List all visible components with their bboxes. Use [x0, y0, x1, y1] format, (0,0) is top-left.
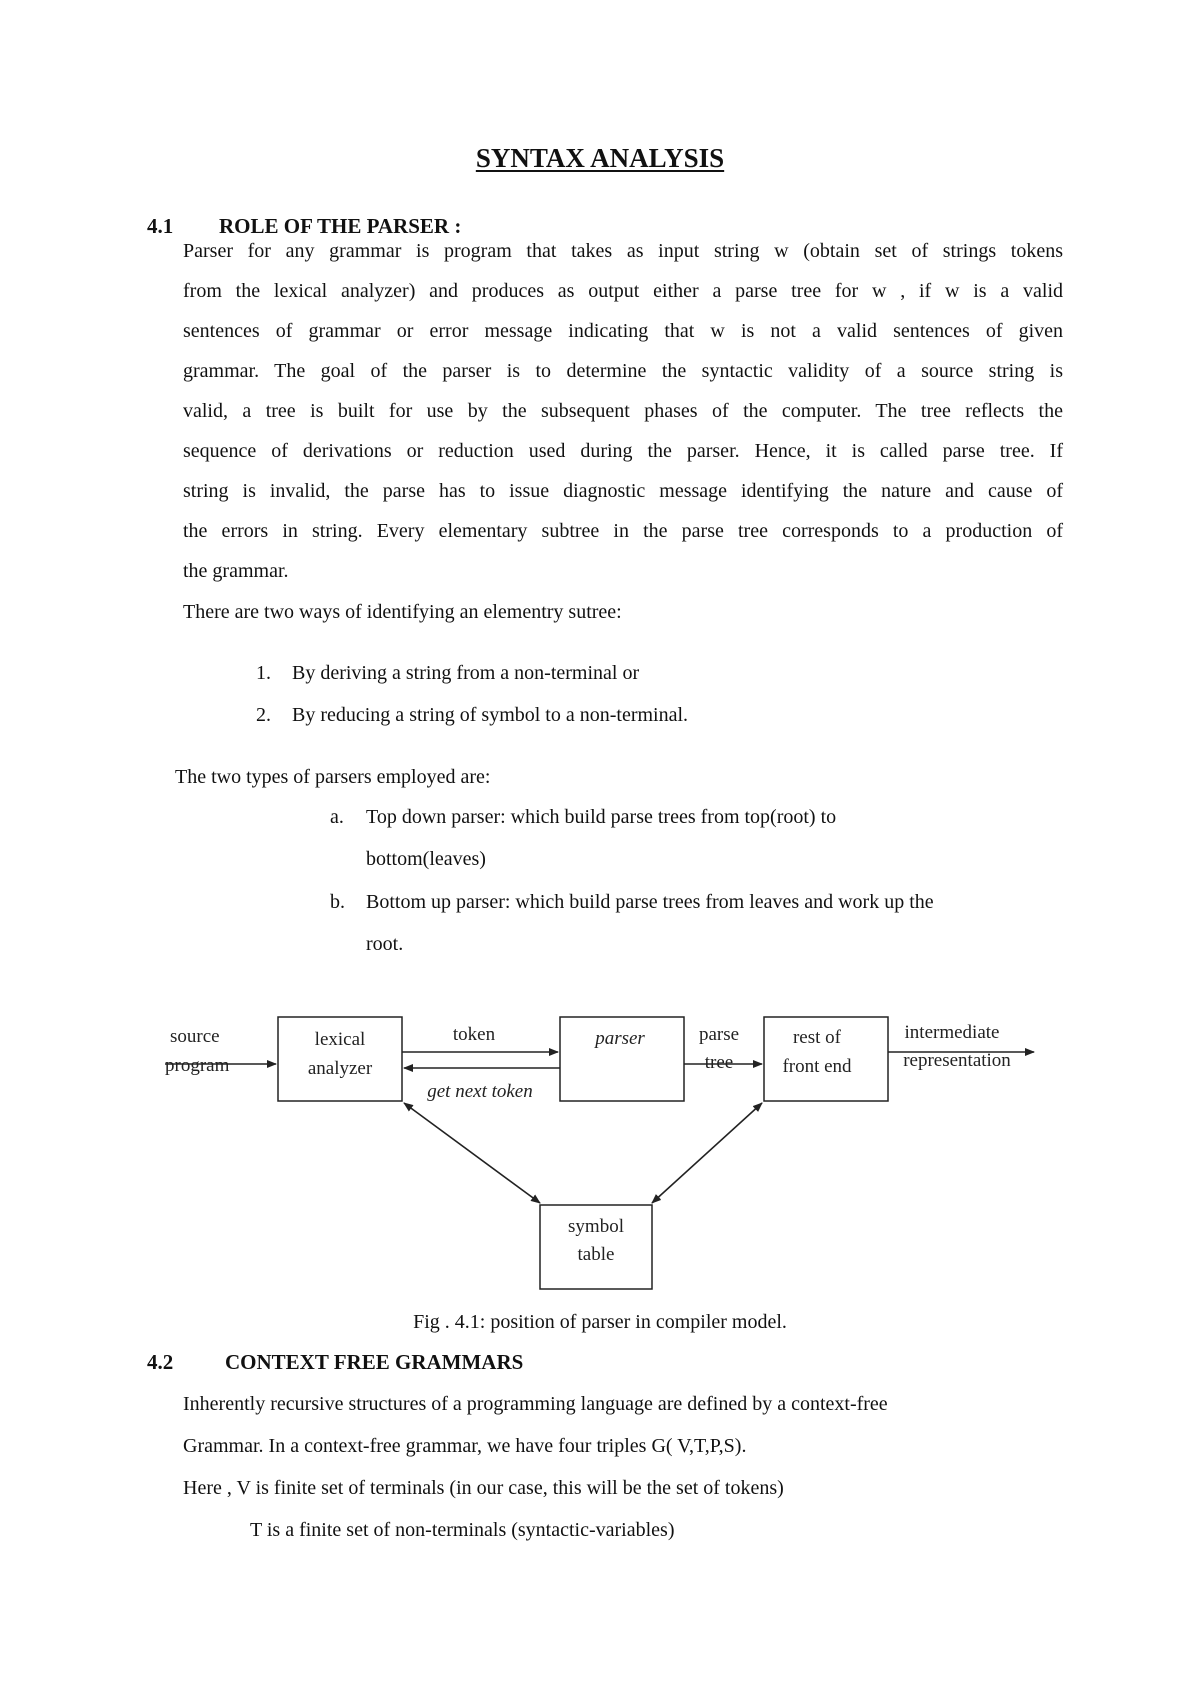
paragraph-line: grammar. The goal of the parser is to determine the syntactic validity of a source string is — [183, 360, 1063, 382]
list-item-continued: root. — [366, 933, 404, 955]
token-label: token — [452, 1024, 496, 1045]
section-title: ROLE OF THE PARSER : — [219, 214, 462, 238]
paragraph-line: the grammar. — [183, 560, 289, 582]
section-heading-4-2 — [147, 1350, 747, 1378]
tree-label: tree — [704, 1052, 734, 1073]
list-item: Top down parser: which build parse trees from top(root) to — [366, 806, 837, 828]
parse-label: parse — [698, 1024, 740, 1045]
paragraph-line: sequence of derivations or reduction used during the parser. Hence, it is called parse tree. If — [183, 440, 1063, 462]
paragraph-line: from the lexical analyzer) and produces as output either a parse tree for w , if w is a valid — [183, 280, 1063, 302]
rest-of-label: rest of — [792, 1027, 842, 1048]
paragraph-line: string is invalid, the parse has to issue diagnostic message identifying the nature and cause of — [183, 480, 1063, 502]
section-title: CONTEXT FREE GRAMMARS — [225, 1350, 524, 1374]
paragraph-line: valid, a tree is built for use by the subsequent phases of the computer. The tree reflects the — [183, 400, 1063, 422]
table-label: table — [577, 1244, 615, 1265]
list-marker: 2. — [256, 704, 271, 726]
paragraph-line: Inherently recursive structures of a programming language are defined by a context-free — [183, 1393, 888, 1415]
list-marker: 1. — [256, 662, 271, 684]
figure-caption: Fig . 4.1: position of parser in compiler model. — [413, 1311, 787, 1333]
paragraph-line: sentences of grammar or error message indicating that w is not a valid sentences of given — [183, 320, 1063, 342]
symbol-label: symbol — [568, 1216, 624, 1237]
list-item: By reducing a string of symbol to a non-terminal. — [292, 704, 689, 726]
list-item: Bottom up parser: which build parse trees from leaves and work up the — [366, 891, 934, 913]
program-label: program — [165, 1055, 230, 1076]
lexical-symbol-arrow — [404, 1103, 540, 1203]
page-title: SYNTAX ANALYSIS — [475, 143, 725, 173]
parser-label: parser — [595, 1028, 645, 1049]
paragraph-line: Here , V is finite set of terminals (in our case, this will be the set of tokens) — [183, 1477, 784, 1499]
representation-label: representation — [903, 1050, 1011, 1071]
paragraph-line: the errors in string. Every elementary subtree in the parse tree corresponds to a production of — [183, 520, 1063, 542]
paragraph-line: Grammar. In a context-free grammar, we have four triples G( V,T,P,S). — [183, 1435, 747, 1457]
paragraph-line: Parser for any grammar is program that takes as input string w (obtain set of strings tokens — [183, 240, 1063, 262]
front-end-label: front end — [782, 1056, 852, 1077]
list-item: By deriving a string from a non-terminal or — [292, 662, 640, 684]
types-intro: The two types of parsers employed are: — [175, 766, 491, 788]
list-marker: a. — [330, 806, 344, 828]
list-marker: b. — [330, 891, 345, 913]
analyzer-label: analyzer — [307, 1058, 373, 1079]
front-end-symbol-arrow — [652, 1103, 762, 1203]
lexical-label: lexical — [314, 1029, 366, 1050]
section-number: 4.1 — [147, 214, 174, 238]
intermediate-label: intermediate — [904, 1022, 1000, 1043]
section-number: 4.2 — [147, 1350, 174, 1374]
source-label: source — [170, 1026, 220, 1047]
ways-intro: There are two ways of identifying an elementry sutree: — [183, 601, 622, 623]
paragraph-line: T is a finite set of non-terminals (syntactic-variables) — [250, 1519, 675, 1541]
list-item-continued: bottom(leaves) — [366, 848, 486, 870]
get-next-token-label: get next token — [427, 1081, 533, 1102]
